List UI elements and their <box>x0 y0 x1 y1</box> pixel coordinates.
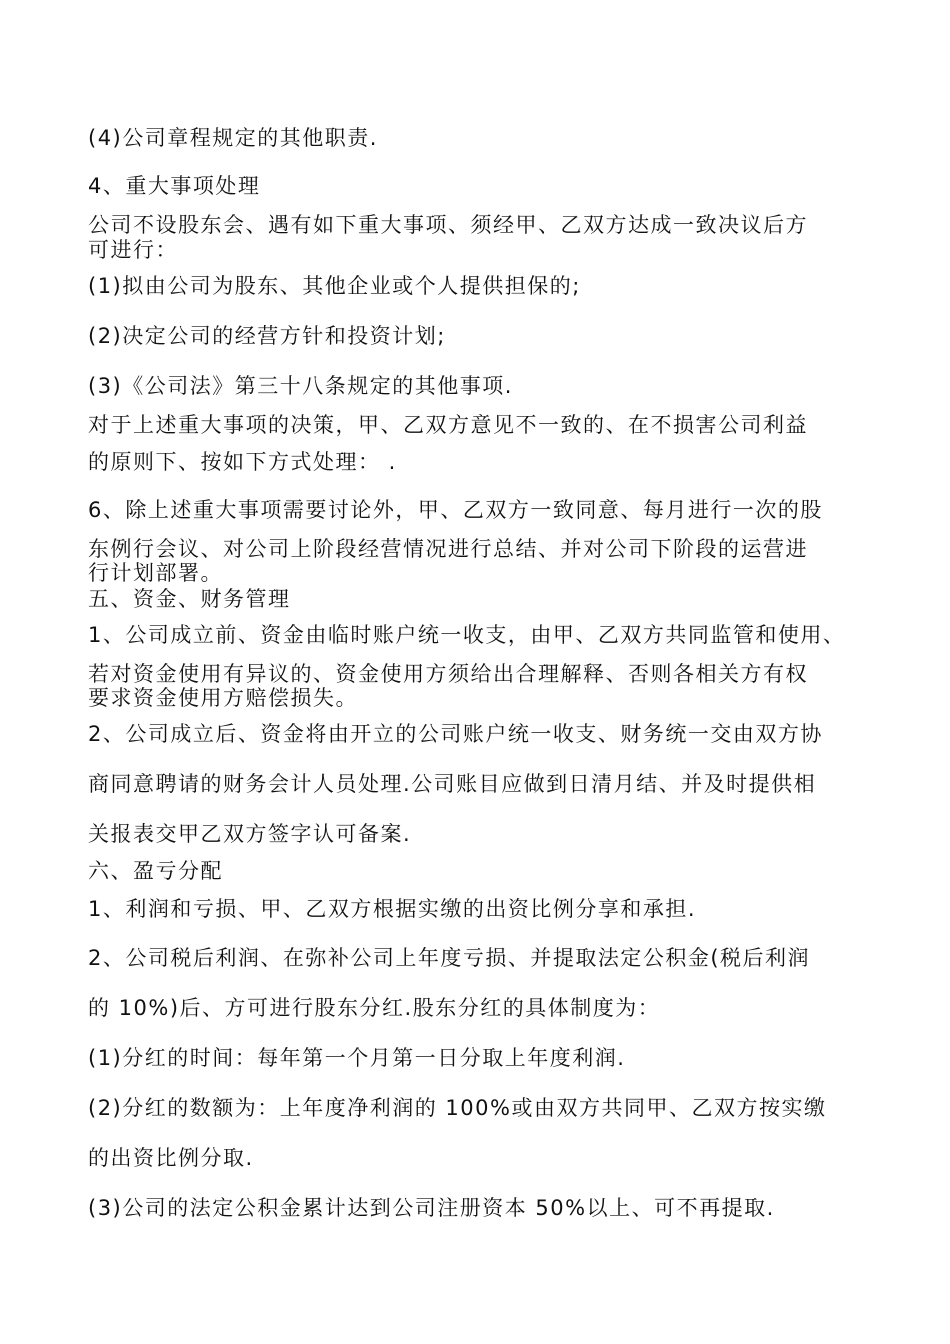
text-line: 要求资金使用方赔偿损失。 <box>88 686 358 710</box>
list-item: (3)《公司法》第三十八条规定的其他事项. <box>88 374 513 398</box>
text-line: 行计划部署。 <box>88 561 223 585</box>
section-heading: 4、重大事项处理 <box>88 174 261 198</box>
text-line: 可进行： <box>88 238 178 262</box>
text-line: 6、除上述重大事项需要讨论外，甲、乙双方一致同意、每月进行一次的股 <box>88 498 823 522</box>
text-line: 对于上述重大事项的决策，甲、乙双方意见不一致的、在不损害公司利益 <box>88 413 808 437</box>
list-item: (1)分红的时间：每年第一个月第一日分取上年度利润. <box>88 1046 626 1070</box>
text-line: 的原则下、按如下方式处理： . <box>88 450 397 474</box>
text-line: 2、公司税后利润、在弥补公司上年度亏损、并提取法定公积金(税后利润 <box>88 946 811 970</box>
text-line: 公司不设股东会、遇有如下重大事项、须经甲、乙双方达成一致决议后方 <box>88 213 808 237</box>
text-line: 1、公司成立前、资金由临时账户统一收支，由甲、乙双方共同监管和使用、 <box>88 623 846 647</box>
text-line: 商同意聘请的财务会计人员处理.公司账目应做到日清月结、并及时提供相 <box>88 772 817 796</box>
text-line: 1、利润和亏损、甲、乙双方根据实缴的出资比例分享和承担. <box>88 897 697 921</box>
text-line: (4)公司章程规定的其他职责. <box>88 126 378 150</box>
text-line: 的出资比例分取. <box>88 1146 254 1170</box>
text-line: 2、公司成立后、资金将由开立的公司账户统一收支、财务统一交由双方协 <box>88 722 823 746</box>
text-line: 东例行会议、对公司上阶段经营情况进行总结、并对公司下阶段的运营进 <box>88 537 808 561</box>
list-item: (1)拟由公司为股东、其他企业或个人提供担保的; <box>88 274 581 298</box>
text-line: 关报表交甲乙双方签字认可备案. <box>88 822 412 846</box>
section-heading: 六、盈亏分配 <box>88 859 223 883</box>
section-heading: 五、资金、财务管理 <box>88 587 291 611</box>
list-item: (2)决定公司的经营方针和投资计划; <box>88 324 446 348</box>
text-line: 若对资金使用有异议的、资金使用方须给出合理解释、否则各相关方有权 <box>88 662 808 686</box>
list-item: (3)公司的法定公积金累计达到公司注册资本 50%以上、可不再提取. <box>88 1196 775 1220</box>
text-line: 的 10%)后、方可进行股东分红.股东分红的具体制度为： <box>88 996 661 1020</box>
list-item: (2)分红的数额为：上年度净利润的 100%或由双方共同甲、乙双方按实缴 <box>88 1096 827 1120</box>
